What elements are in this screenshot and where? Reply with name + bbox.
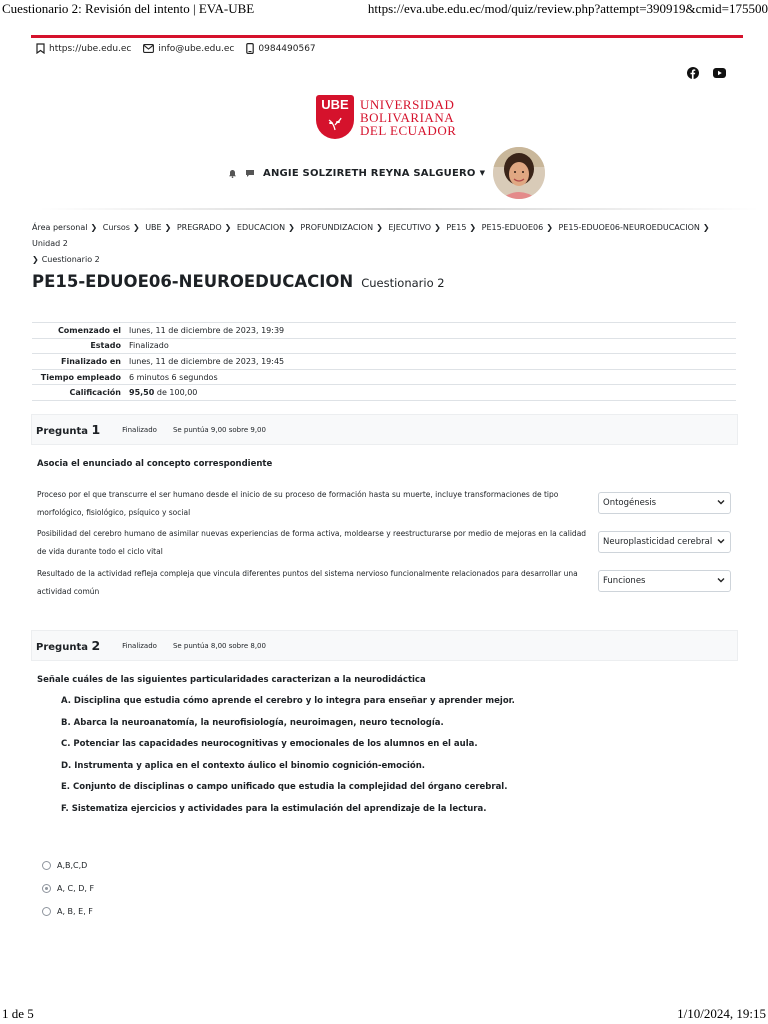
social-links [686, 66, 726, 79]
select-value: Ontogénesis [603, 498, 657, 508]
answer-label: A,B,C,D [57, 861, 88, 870]
website-text: https://ube.edu.ec [49, 43, 132, 54]
logo-shield [316, 95, 354, 139]
phone-text: 0984490567 [258, 43, 316, 54]
radio-button[interactable] [42, 861, 51, 870]
match-select[interactable] [598, 570, 731, 592]
breadcrumb-ube[interactable]: UBE [145, 223, 162, 232]
chevron-down-icon [717, 576, 725, 584]
question-2-info [31, 630, 738, 661]
summary-value: Finalizado [129, 341, 169, 351]
breadcrumb-pe15-eduoe06[interactable]: PE15-EDUOE06 [481, 223, 544, 232]
match-stem: Proceso por el que transcurre el ser humano desde el inicio de su proceso de formación hasta su muerte, incluye transformaciones de tipo morfológico, fisiológico, psíquico y social [37, 490, 559, 517]
laurel-icon [328, 113, 342, 131]
logo-line-3: DEL ECUADOR [360, 122, 457, 138]
question-2-text: Señale cuáles de las siguientes particularidades caracterizan a la neurodidáctica [37, 675, 426, 685]
print-page-count: 1 de 5 [2, 1006, 34, 1021]
bell-icon[interactable] [228, 169, 237, 178]
bookmark-icon [36, 43, 45, 54]
summary-value: lunes, 11 de diciembre de 2023, 19:45 [129, 356, 285, 366]
question-state: Finalizado [122, 641, 157, 650]
print-page-title: Cuestionario 2: Revisión del intento | EVA-UBE [2, 1, 255, 16]
avatar[interactable] [493, 147, 545, 199]
answer-option[interactable] [42, 877, 94, 900]
select-value: Funciones [603, 576, 646, 586]
chevron-down-icon [717, 498, 725, 506]
answer-label: A, C, D, F [57, 884, 95, 893]
summary-label: Finalizado en [61, 356, 121, 366]
list-item: B. Abarca la neuroanatomía, la neurofisiología, neuroimagen, neuro tecnología. [61, 717, 444, 728]
summary-label: Tiempo empleado [40, 372, 121, 382]
chevron-right-icon: ❯ [164, 223, 172, 232]
question-2-statements [61, 696, 515, 826]
user-menu-row [228, 147, 545, 199]
chevron-right-icon: ❯ [132, 223, 140, 232]
summary-value: lunes, 11 de diciembre de 2023, 19:39 [129, 325, 285, 335]
university-logo[interactable] [316, 95, 456, 139]
summary-label: Comenzado el [57, 325, 121, 335]
breadcrumb-pe15[interactable]: PE15 [446, 223, 467, 232]
course-title: PE15-EDUOE06-NEUROEDUCACION [32, 272, 354, 291]
chevron-down-icon [717, 537, 725, 545]
mobile-phone-icon [246, 43, 254, 54]
breadcrumb [32, 220, 722, 268]
quiz-title: Cuestionario 2 [361, 276, 445, 290]
chevron-right-icon: ❯ [90, 223, 98, 232]
print-timestamp: 1/10/2024, 19:15 [677, 1006, 766, 1021]
chevron-right-icon: ❯ [288, 223, 295, 232]
match-stem: Resultado de la actividad refleja compleja que vincula diferentes puntos del sistema nervioso funcionalmente relacionados para desarrollar una actividad común [37, 569, 578, 596]
youtube-icon[interactable] [713, 66, 726, 79]
list-item: A. Disciplina que estudia cómo aprende el cerebro y lo integra para enseñar y aprender mejor. [61, 696, 515, 706]
top-red-rule [31, 35, 743, 38]
chevron-right-icon: ❯ [376, 223, 383, 232]
chevron-right-icon: ❯ [224, 223, 232, 232]
print-header [0, 0, 768, 20]
header-divider [38, 208, 760, 210]
summary-label: Estado [90, 341, 121, 351]
breadcrumb-cuestionario-2[interactable]: Cuestionario 2 [41, 255, 100, 264]
table-row [32, 385, 736, 401]
contact-bar [36, 43, 316, 54]
chevron-right-icon: ❯ [546, 223, 553, 232]
summary-value: 6 minutos 6 segundos [129, 372, 218, 382]
caret-down-icon[interactable]: ▼ [479, 169, 486, 177]
summary-label: Calificación [69, 388, 121, 398]
envelope-icon [143, 44, 154, 53]
question-2-answers [42, 854, 94, 923]
answer-label: A, B, E, F [57, 907, 93, 916]
breadcrumb-cursos[interactable]: Cursos [102, 223, 130, 232]
question-state: Finalizado [122, 425, 157, 434]
website-link[interactable] [36, 43, 131, 54]
table-row [32, 354, 736, 370]
answer-option[interactable] [42, 900, 94, 923]
chevron-right-icon: ❯ [469, 223, 477, 232]
email-link[interactable] [143, 44, 234, 54]
breadcrumb-area-personal[interactable]: Área personal [32, 223, 88, 232]
question-1-info [31, 414, 738, 445]
table-row [32, 323, 736, 339]
question-1-text: Asocia el enunciado al concepto correspondiente [37, 459, 273, 469]
attempt-summary-table [32, 322, 736, 401]
breadcrumb-ejecutivo[interactable]: EJECUTIVO [388, 223, 432, 232]
select-value: Neuroplasticidad cerebral [603, 537, 713, 547]
breadcrumb-pregrado[interactable]: PREGRADO [176, 223, 222, 232]
table-row [32, 338, 736, 354]
match-stem: Posibilidad del cerebro humano de asimilar nuevas experiencias de forma activa, moldearse y reestructurarse por medio de mejoras en la calidad de vida durante todo el ciclo vital [37, 529, 587, 556]
list-item: D. Instrumenta y aplica en el contexto áulico el binomio cognición-emoción. [61, 760, 426, 771]
match-select[interactable] [598, 531, 731, 553]
chevron-right-icon: ❯ [434, 223, 441, 232]
list-item: F. Sistematiza ejercicios y actividades para la estimulación del aprendizaje de la lectura. [61, 803, 487, 814]
chat-bubble-icon[interactable] [245, 169, 255, 178]
answer-option[interactable] [42, 854, 94, 877]
breadcrumb-profundizacion[interactable]: PROFUNDIZACION [300, 223, 374, 232]
breadcrumb-course[interactable]: PE15-EDUOE06-NEUROEDUCACION [558, 223, 700, 232]
page-title [32, 272, 445, 291]
radio-button[interactable] [42, 907, 51, 916]
email-text: info@ube.edu.ec [158, 43, 235, 54]
radio-button-selected[interactable] [42, 884, 51, 893]
question-label: Pregunta 1 [36, 422, 101, 437]
facebook-icon[interactable] [686, 66, 699, 79]
logo-abbr: UBE [321, 97, 349, 112]
logo-line-2: BOLIVARIANA [360, 109, 455, 125]
question-grade: Se puntúa 9,00 sobre 9,00 [172, 425, 266, 434]
print-footer [0, 1004, 768, 1024]
print-page-url: https://eva.ube.edu.ec/mod/quiz/review.php?attempt=390919&cmid=175500 [367, 1, 768, 16]
phone-link[interactable] [246, 43, 315, 54]
table-row [32, 369, 736, 385]
breadcrumb-unidad-2[interactable]: Unidad 2 [32, 239, 68, 248]
chevron-right-icon: ❯ [702, 223, 710, 232]
question-grade: Se puntúa 8,00 sobre 8,00 [172, 641, 266, 650]
breadcrumb-educacion[interactable]: EDUCACION [236, 223, 286, 232]
logo-wordmark [360, 98, 456, 137]
match-select[interactable] [598, 492, 731, 514]
list-item: E. Conjunto de disciplinas o campo unificado que estudia la complejidad del órgano cerebral. [61, 782, 508, 793]
user-name[interactable]: ANGIE SOLZIRETH REYNA SALGUERO [263, 167, 476, 179]
chevron-right-icon: ❯ [32, 255, 39, 264]
question-label: Pregunta 2 [36, 638, 101, 653]
summary-value: 95,50 de 100,00 [129, 388, 198, 398]
list-item: C. Potenciar las capacidades neurocognitivas y emocionales de los alumnos en el aula. [61, 739, 478, 750]
logo-line-1: UNIVERSIDAD [360, 96, 455, 112]
